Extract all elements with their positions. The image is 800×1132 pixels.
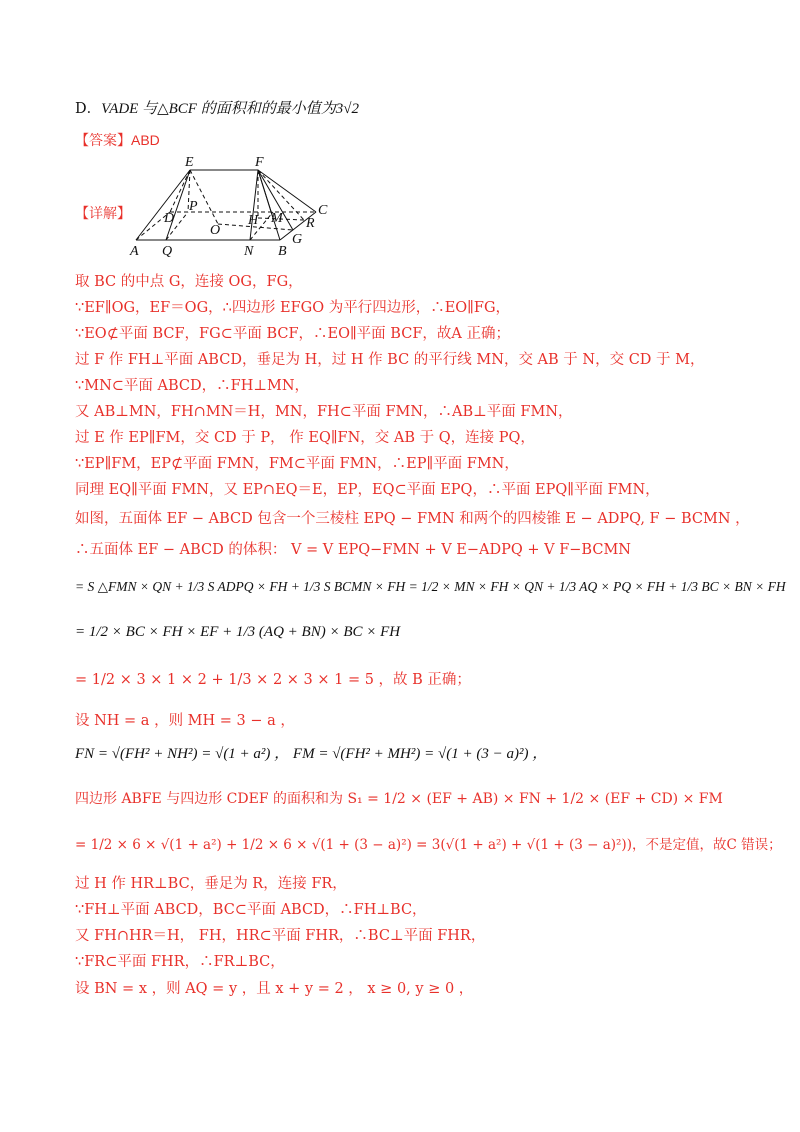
- solution-line: ∵EP∥FM，EP⊄平面 FMN，FM⊂平面 FMN，∴EP∥平面 FMN，: [75, 456, 519, 472]
- solution-line: 同理 EQ∥平面 FMN，又 EP∩EQ＝E，EP，EQ⊂平面 EPQ，∴平面 EPQ∥平面 FMN，: [75, 482, 660, 498]
- solution-line: 过 F 作 FH⊥平面 ABCD，垂足为 H，过 H 作 BC 的平行线 MN，交 AB 于 N，交 CD 于 M，: [75, 352, 705, 368]
- fig-label-H: H: [248, 213, 259, 228]
- fig-label-B: B: [278, 244, 287, 259]
- fig-label-C: C: [318, 203, 328, 218]
- fig-label-N: N: [244, 244, 254, 259]
- solution-line: ∵FH⊥平面 ABCD，BC⊂平面 ABCD，∴FH⊥BC，: [75, 902, 427, 918]
- fig-label-G: G: [292, 232, 303, 247]
- solution-line: 又 FH∩HR＝H， FH，HR⊂平面 FHR，∴BC⊥平面 FHR，: [75, 928, 486, 944]
- fig-label-Q: Q: [162, 244, 173, 259]
- solution-line: ∵EO⊄平面 BCF，FG⊂平面 BCF，∴EO∥平面 BCF，故A 正确；: [75, 326, 510, 342]
- answer-value: ABD: [131, 132, 160, 148]
- solution-line: ∵EF∥OG，EF＝OG，∴四边形 EFGO 为平行四边形，∴EO∥FG，: [75, 300, 511, 316]
- fig-label-A: A: [130, 244, 139, 259]
- solution-line: 设 NH = a ，则 MH = 3 − a ，: [75, 713, 295, 729]
- fig-label-F: F: [255, 155, 264, 170]
- solution-line: 又 AB⊥MN，FH∩MN＝H，MN，FH⊂平面 FMN，∴AB⊥平面 FMN，: [75, 404, 573, 420]
- solution-line: 取 BC 的中点 G，连接 OG，FG，: [75, 274, 303, 290]
- fig-label-O: O: [210, 223, 221, 238]
- fig-label-P: P: [189, 199, 198, 214]
- solution-line: ∴五面体 EF − ABCD 的体积： V = V EPQ−FMN + V E−ADPQ + V F−BCMN: [75, 542, 631, 558]
- solution-line: = 1/2 × 3 × 1 × 2 + 1/3 × 2 × 3 × 1 = 5 ，故 B 正确；: [75, 672, 471, 688]
- fig-label-E: E: [185, 155, 194, 170]
- fig-label-R: R: [306, 216, 315, 231]
- answer-line: [75, 131, 160, 149]
- pentahedron-figure: [128, 152, 338, 262]
- answer-label: 【答案】: [75, 132, 131, 148]
- solution-line: 设 BN = x ，则 AQ = y ，且 x + y = 2 ， x ≥ 0, y ≥ 0 ，: [75, 981, 474, 997]
- solution-line: ∵MN⊂平面 ABCD，∴FH⊥MN，: [75, 378, 310, 394]
- formula-line: = 1/2 × BC × FH × EF + 1/3 (AQ + BN) × BC × FH: [75, 624, 401, 640]
- fig-label-D: D: [164, 211, 175, 226]
- formula-line: FN = √(FH² + NH²) = √(1 + a²) ， FM = √(FH² + MH²) = √(1 + (3 − a)²) ，: [75, 746, 548, 762]
- solution-line: 四边形 ABFE 与四边形 CDEF 的面积和为 S₁ = 1/2 × (EF + AB) × FN + 1/2 × (EF + CD) × FM: [75, 791, 723, 807]
- detail-label: 【详解】: [75, 205, 131, 221]
- formula-line: = S △FMN × QN + 1/3 S ADPQ × FH + 1/3 S BCMN × FH = 1/2 × MN × FH × QN + 1/3 AQ × PQ × FH + 1/3 BC × BN × FH: [75, 579, 786, 594]
- option-d: [75, 100, 359, 118]
- solution-line: = 1/2 × 6 × √(1 + a²) + 1/2 × 6 × √(1 + (3 − a)²) = 3(√(1 + a²) + √(1 + (3 − a)²))，不是定值，故C 错误；: [75, 837, 782, 853]
- option-d-text: VADE 与△BCF 的面积和的最小值为3√2: [101, 101, 359, 117]
- solution-line: 过 E 作 EP∥FM，交 CD 于 P， 作 EQ∥FN，交 AB 于 Q，连接 PQ，: [75, 430, 535, 446]
- option-d-prefix: D．: [75, 101, 102, 117]
- solution-line: 过 H 作 HR⊥BC，垂足为 R，连接 FR，: [75, 876, 347, 892]
- solution-line: ∵FR⊂平面 FHR，∴FR⊥BC，: [75, 954, 285, 970]
- fig-label-M: M: [271, 211, 283, 226]
- solution-line: 如图，五面体 EF − ABCD 包含一个三棱柱 EPQ − FMN 和两个的四棱锥 E − ADPQ, F − BCMN ，: [75, 511, 750, 527]
